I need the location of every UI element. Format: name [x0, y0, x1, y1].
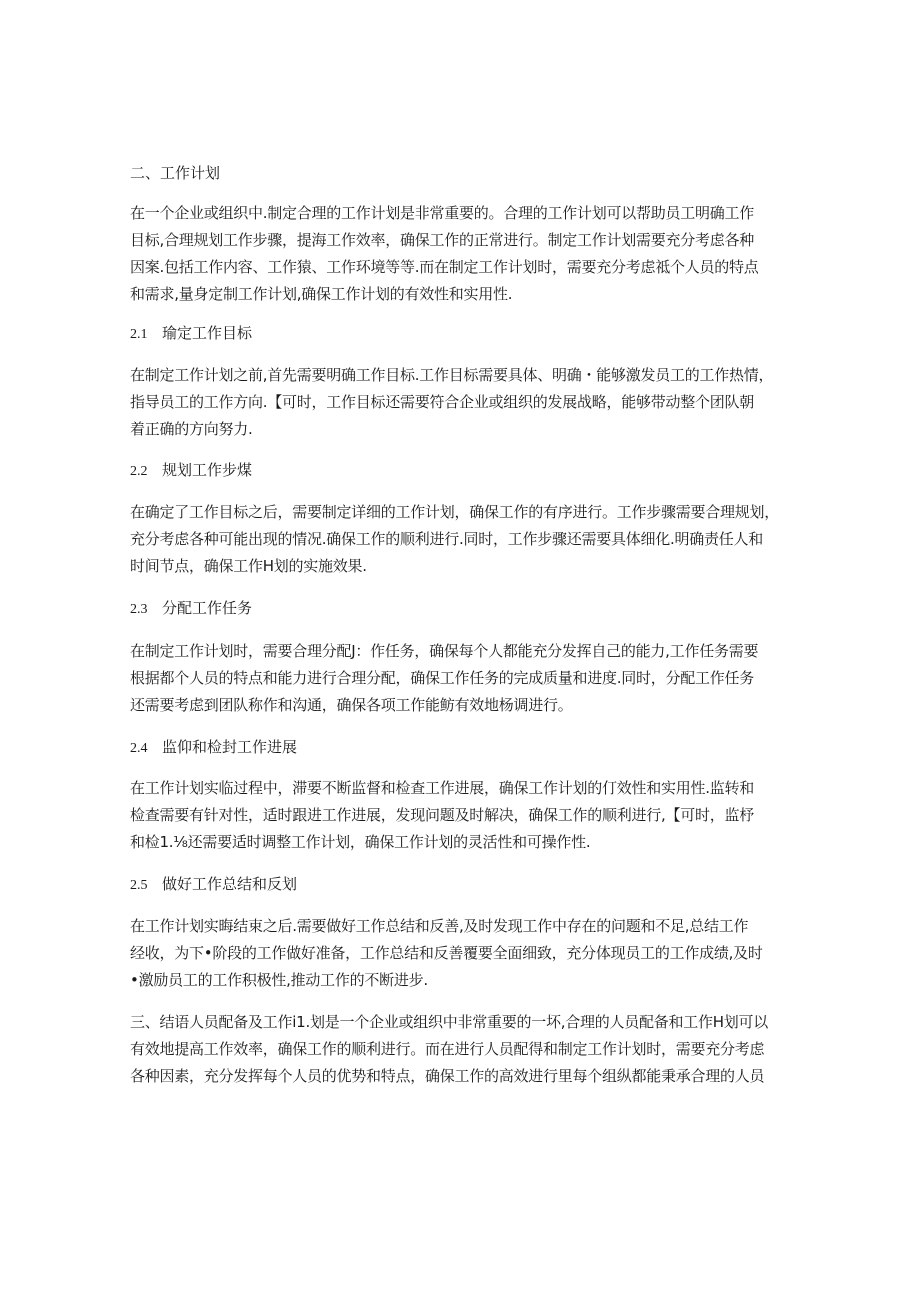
paragraph-line: 和检1.⅛还需要适时调整工作计划，确保工作计划的灵活性和可操作性.: [130, 833, 591, 851]
subsection-2-5-heading: [130, 874, 297, 896]
subsection-2-1-body: [130, 362, 810, 443]
subsection-number: 2.2: [130, 464, 148, 479]
subsection-title: 监仰和检封工作进展: [162, 738, 298, 756]
paragraph-line: 着正确的方向努力.: [130, 420, 253, 438]
paragraph-line: 充分考虑各种可能出现的情况.确保工作的顺利进行.同时，工作步骤还需要具体细化.明确责任人和: [130, 530, 764, 548]
paragraph-line: 时间节点，确保工作H划的实施效果.: [130, 557, 367, 575]
paragraph-line: 因案.包括工作内容、工作猿、工作环境等等.而在制定工作计划时，需要充分考虑祗个人员的特点: [130, 258, 759, 276]
subsection-2-2-heading: [130, 460, 252, 482]
paragraph-line: 在工作计划实晦结束之后.需要做好工作总结和反善,及时发现工作中存在的问题和不足,总结工作: [130, 917, 749, 935]
paragraph-line: 目标,合理规划工作步骤，提海工作效率，确保工作的正常进行。制定工作计划需要充分考虑各种: [130, 231, 755, 249]
section-2-intro: [130, 200, 810, 308]
paragraph-line: 在工作计划实临过程中，滞要不断监督和检查工作进展，确保工作计划的仃效性和实用性.监转和: [130, 779, 755, 797]
paragraph-line: 根据都个人员的特点和能力进行合理分配，确保工作任务的完成质量和进度.同时，分配工作任务: [130, 669, 755, 687]
subsection-title: 分配工作任务: [162, 599, 253, 617]
subsection-title: 瑜定工作目标: [162, 324, 253, 342]
subsection-number: 2.3: [130, 602, 148, 617]
paragraph-line: 在一个企业或组织中.制定合理的工作计划是非常重要的。合理的工作计划可以帮助员工明确工作: [130, 204, 755, 222]
paragraph-line: •激励员工的工作积极性,推动工作的不断进步.: [130, 971, 428, 989]
subsection-2-5-body: [130, 913, 810, 994]
subsection-number: 2.1: [130, 327, 148, 342]
paragraph-line: 在制定工作计划之前,首先需要明确工作目标.工作目标需要具体、明确・能够激发员工的工作热情，: [130, 366, 774, 384]
paragraph-line: 和需求,量身定制工作计划,确保工作计划的有效性和实用性.: [130, 285, 513, 303]
paragraph-line: 经收，为下•阶段的工作做好准备，工作总结和反善覆要全面细致，充分体现员工的工作成绩,及时: [130, 944, 763, 962]
section-3-body: [130, 1009, 810, 1090]
subsection-title: 做好工作总结和反划: [162, 875, 298, 893]
paragraph-line: 指导员工的工作方向.【可时，工作目标还需要符合企业或组织的发展战略，能够带动整个团队朝: [130, 393, 755, 411]
subsection-number: 2.5: [130, 878, 148, 893]
subsection-2-2-body: [130, 499, 810, 580]
subsection-2-4-heading: [130, 737, 297, 759]
section-2-title: 二、工作计划: [130, 164, 221, 182]
paragraph-line: 在制定工作计划时，需要合理分配J：作任务，确保每个人都能充分发挥自己的能力,工作任务需要: [130, 642, 759, 660]
subsection-title: 规划工作步煤: [162, 461, 253, 479]
subsection-2-1-heading: [130, 323, 252, 345]
subsection-2-3-body: [130, 638, 810, 719]
subsection-2-4-body: [130, 775, 810, 856]
subsection-2-3-heading: [130, 598, 252, 620]
paragraph-line: 有效地提高工作效率，确保工作的顺利进行。而在进行人员配得和制定工作计划时，需要充分考虑: [130, 1040, 765, 1058]
paragraph-line: 各种因素，充分发挥每个人员的优势和特点，确保工作的高效进行里每个组纵都能秉承合理的人员: [130, 1067, 765, 1085]
paragraph-line: 还需要考虑到团队称作和沟通，确保各项工作能鲂有效地杨调进行。: [130, 696, 573, 714]
paragraph-line: 检查需要有针对性，适时跟进工作进展，发现问题及时解决，确保工作的顺利进行,【可时，监杼: [130, 806, 755, 824]
paragraph-line: 三、结语人员配备及工作i1.划是一个企业或组织中非常重要的一坏,合理的人员配备和工作H划可以: [130, 1013, 769, 1031]
paragraph-line: 在确定了工作目标之后，需要制定详细的工作计划，确保工作的有序进行。工作步骤需要合理规划，: [130, 503, 780, 521]
subsection-number: 2.4: [130, 741, 148, 756]
